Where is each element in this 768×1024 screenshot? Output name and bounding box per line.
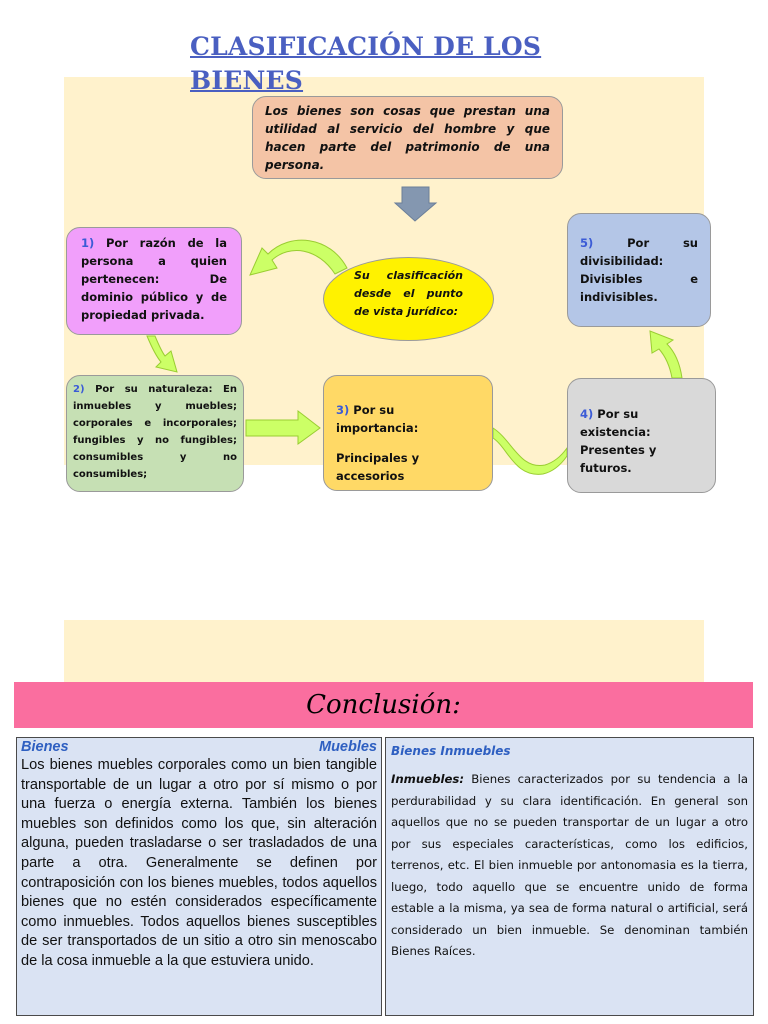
item-box-4 [567, 378, 716, 493]
item-text: Por su importancia: [336, 403, 419, 435]
title-right: Muebles [318, 739, 377, 755]
wave-connector-item-3-to-item-4 [493, 428, 567, 474]
item-box-1 [66, 227, 242, 335]
item-number: 5) [580, 236, 594, 250]
bienes-inmuebles-text: Bienes caracterizados por su tendencia a la perdurabilidad y su clara identificación. En general son aquellos que no se pueden transportar de un lugar a otro por sus especiales características, como los edificios, terrenos, etc. El bien inmueble por antonomasia es la tierra, luego, todo aquello que se encuentre unido de forma estable a la misma, ya sea de forma natural o artificial, será considerado un bien inmueble. Se denominan también Bienes Raíces. [391, 772, 749, 958]
title-left: Bienes [21, 739, 69, 755]
bienes-inmuebles-box [385, 737, 754, 1016]
curved-arrow-to-item-1 [250, 240, 347, 275]
bienes-muebles-text: Los bienes muebles corporales como un bien tangible transportable de un lugar a otro por sí mismo o por una fuerza o energía externa. También los bienes muebles son definidos como los que, sin alteración alguna, pueden trasladarse o ser trasladados de una parte a otra. Generalmente se definen por contraposición con los bienes muebles, todos aquellos bienes que no estén considerados específicamente como inmuebles. Todos aquellos bienes susceptibles de ser transportados de un sitio a otro sin menoscabo de la cosa inmueble a la que estuviera unido. [21, 757, 377, 969]
arrow-item-1-to-item-2 [147, 336, 177, 372]
item-number: 3) [336, 403, 350, 417]
ellipse-text: Su clasificación desde el punto de vista jurídico: [354, 269, 463, 318]
item-text: Por su naturaleza: En inmuebles y muebles; corporales e incorporales; fungibles y no fungibles; consumibles y no consumibles; [73, 384, 237, 480]
bienes-muebles-box [16, 737, 382, 1016]
item-text: Por su existencia: Presentes y futuros. [580, 407, 657, 475]
inmuebles-lead: Inmuebles: [391, 772, 465, 786]
down-arrow-icon [395, 187, 436, 221]
arrow-item-4-to-item-5 [650, 331, 682, 378]
item-text: Por razón de la persona a quien pertenecen: De dominio público y de propiedad privada. [81, 236, 227, 322]
definition-box [252, 96, 563, 179]
bienes-muebles-title [21, 738, 377, 756]
item-box-2 [66, 375, 244, 492]
arrow-item-2-to-item-3 [246, 411, 320, 444]
item-text: Por su divisibilidad: Divisibles e indivisibles. [580, 236, 698, 304]
conclusion-heading: Conclusión: [14, 682, 753, 728]
item-box-3 [323, 375, 493, 491]
bienes-inmuebles-paragraph [391, 769, 748, 963]
item-number: 2) [73, 384, 85, 395]
definition-text: Los bienes son cosas que prestan una utilidad al servicio del hombre y que hacen parte del patrimonio de una persona. [265, 104, 550, 172]
page-title: CLASIFICACIÓN DE LOS BIENES [190, 32, 542, 95]
item-number: 1) [81, 236, 95, 250]
item-subtext: Principales y accesorios [336, 451, 420, 483]
classification-ellipse [323, 257, 494, 341]
item-box-5 [567, 213, 711, 327]
bienes-inmuebles-title: Bienes Inmuebles [391, 744, 511, 758]
item-number: 4) [580, 407, 594, 421]
